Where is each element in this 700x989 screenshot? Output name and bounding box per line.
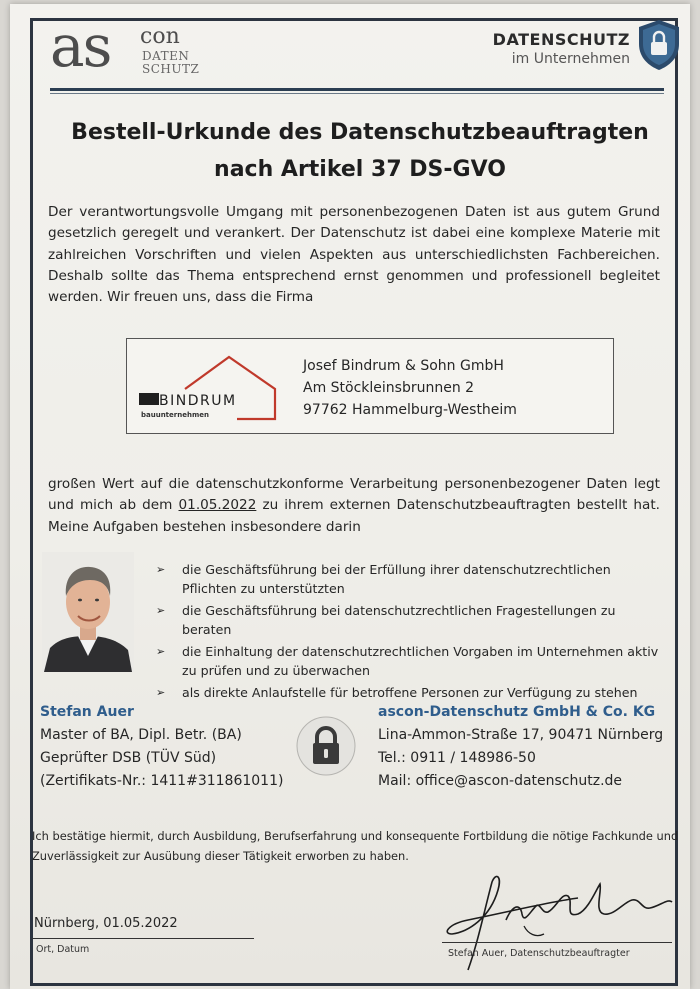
company-box [126,338,614,434]
appointment-paragraph: großen Wert auf die datenschutzkonforme Verarbeitung personenbezogener Daten legt und mich ab dem 01.05.2022 zu ihrem externen Datenschutzbeauftragten bestellt hat. Meine Aufgaben bestehen insbesondere darin [48,476,660,535]
task-list [156,560,666,705]
list-item: ➢ als direkte Anlaufstelle für betroffene Personen zur Verfügung zu stehen [156,685,638,700]
firm-address: Lina-Ammon-Straße 17, 90471 Nürnberg [378,727,664,743]
arrow-bullet-icon: ➢ [156,686,166,699]
place-date-line [32,938,254,939]
logo-as: as [50,12,111,80]
list-item: ➢ die Geschäftsführung bei der Erfüllung ihrer datenschutzrechtlichen Pflichten zu unterstützten [156,562,611,596]
bindrum-logo [137,353,287,423]
page-title: Bestell-Urkunde des Datenschutzbeauftragten nach Artikel 37 DS-GVO [71,120,649,182]
place-date-label: Ort, Datum [36,944,90,955]
company-street: Am Stöckleinsbrunnen 2 [303,380,475,396]
signature [428,862,688,982]
firm-phone: Tel.: 0911 / 148986-50 [378,750,536,766]
svg-text:bauunternehmen: bauunternehmen [141,411,209,419]
signature-label: Stefan Auer, Datenschutzbeauftragter [448,948,630,959]
certificate-page [10,4,690,989]
badge-subtitle: im Unternehmen [511,51,630,67]
person-contact [40,701,283,793]
badge-title: DATENSCHUTZ [492,30,630,49]
logo-daten-schutz: DATEN SCHUTZ [142,49,200,76]
svg-text:BINDRUM: BINDRUM [159,393,237,409]
ascon-logo [50,12,220,82]
list-item: ➢ die Geschäftsführung bei datenschutzrechtlichen Fragestellungen zu beraten [156,603,616,637]
shield-lock-icon [636,18,682,72]
arrow-bullet-icon: ➢ [156,563,166,576]
firm-name: ascon-Datenschutz GmbH & Co. KG [378,704,656,720]
firm-contact [378,701,663,793]
arrow-bullet-icon: ➢ [156,604,166,617]
company-name: Josef Bindrum & Sohn GmbH [303,358,504,374]
intro-paragraph: Der verantwortungsvolle Umgang mit personenbezogenen Daten ist aus gutem Grund gesetzlich geregelt und verankert. Der Datenschutz ist dabei eine komplexe Materie mit zahlreichen Vorschriften und vielen Aspekten aus unterschiedlichsten Fachbereichen. Deshalb sollte das Thema entsprechend ernst genommen und professionell begleitet werden. Wir freuen uns, dass die Firma [48,204,660,306]
badge-datenschutz [493,30,630,67]
confirmation-text: Ich bestätige hiermit, durch Ausbildung, Berufserfahrung und konsequente Fortbildung die nötige Fachkunde und Zuverlässigkeit zur Ausübung dieser Tätigkeit erworben zu haben. [32,829,679,863]
lock-icon [296,716,356,776]
portrait-photo [42,552,134,672]
person-name: Stefan Auer [40,704,134,720]
signature-line [442,942,672,943]
logo-con: con [140,24,180,49]
arrow-bullet-icon: ➢ [156,645,166,658]
appointment-date: 01.05.2022 [178,497,257,514]
place-date: Nürnberg, 01.05.2022 [34,916,178,931]
person-cert: Geprüfter DSB (TÜV Süd) [40,750,217,766]
header-rule-thin [50,93,664,94]
company-address [303,355,517,421]
company-city: 97762 Hammelburg-Westheim [303,402,517,418]
header-rule [50,88,664,91]
firm-mail: Mail: office@ascon-datenschutz.de [378,773,623,789]
list-item: ➢ die Einhaltung der datenschutzrechtlichen Vorgaben im Unternehmen aktiv zu prüfen und zu überwachen [156,644,659,678]
person-cert-no: (Zertifikats-Nr.: 1411#311861011) [40,773,284,789]
person-degree: Master of BA, Dipl. Betr. (BA) [40,727,242,743]
